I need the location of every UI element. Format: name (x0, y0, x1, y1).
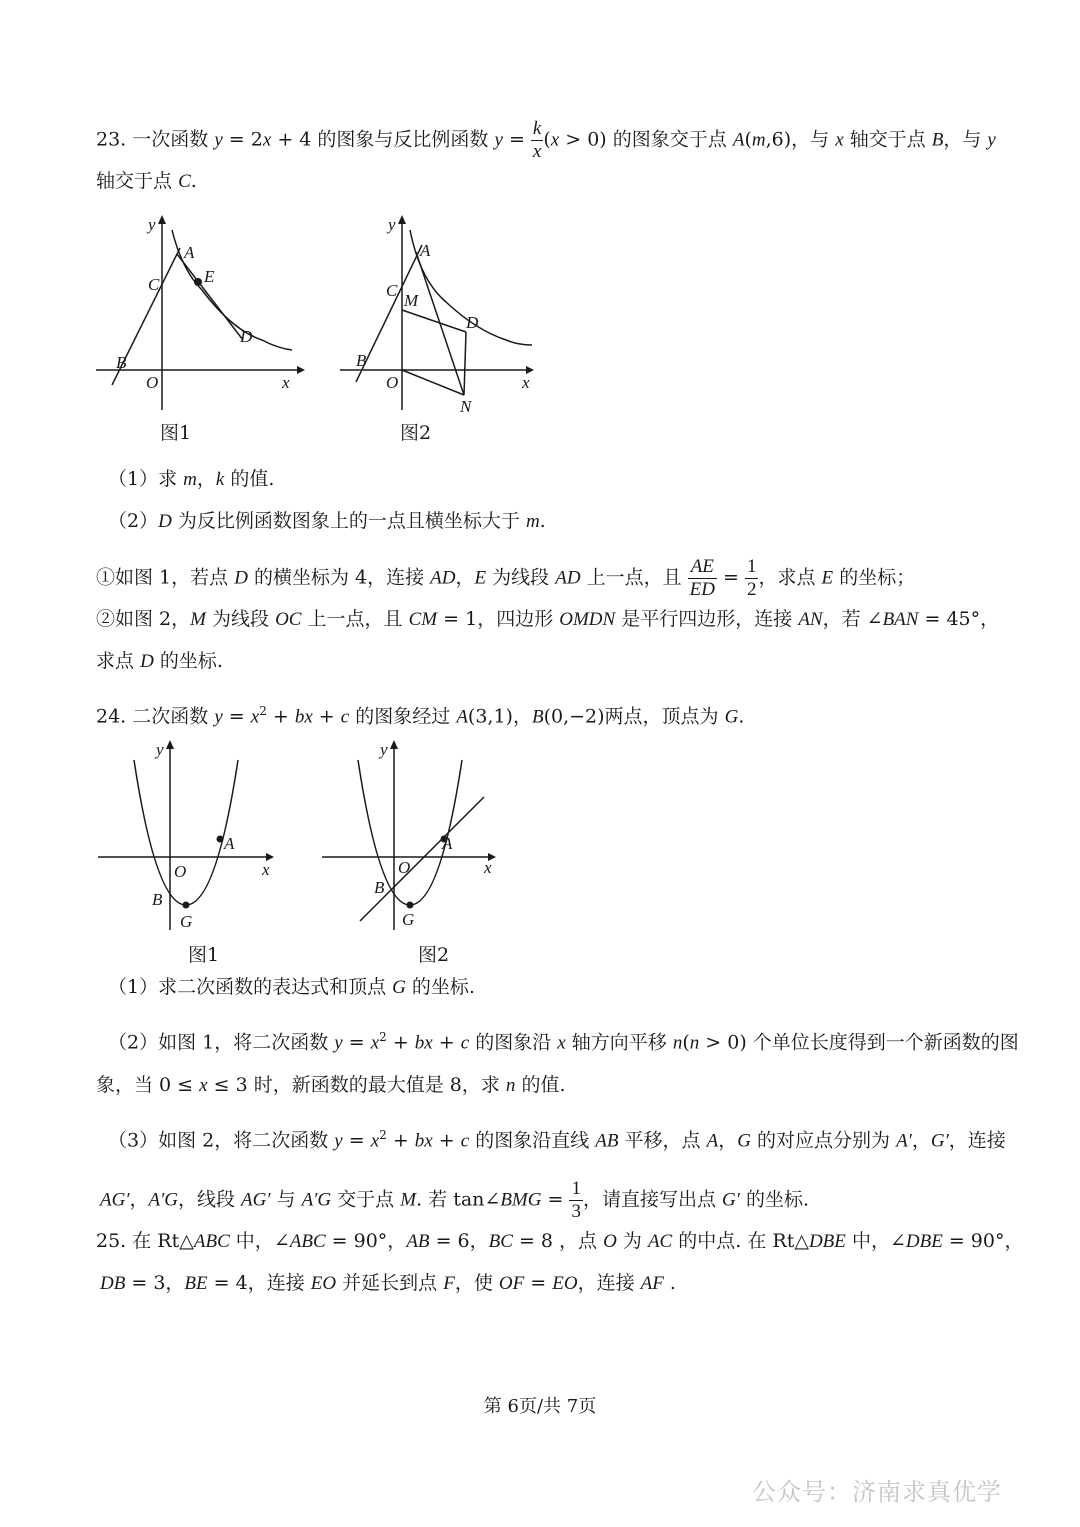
q25-line2: DB = 3，BE = 4，连接 EO 并延长到点 F，使 OF = EO，连接 AF . (100, 1272, 676, 1294)
svg-text:x: x (484, 858, 492, 877)
svg-text:C: C (386, 281, 398, 300)
q23-part1: （1）求 m，k 的值. (108, 468, 275, 490)
watermark: 公众号：济南求真优学 (752, 1478, 1002, 1506)
q24-part3: （3）如图 2，将二次函数 $y = x^2$ + bx + c 的图象沿直线 AB 平移，点 A，G 的对应点分别为 A′，G′，连接 (108, 1128, 1006, 1152)
q24-part3-cont: AG′，A′G，线段 AG′ 与 A′G 交于点 M. 若 tan∠BMG = $\frac{1}{3}$ ，请直接写出点 G′ 的坐标. (100, 1178, 810, 1222)
svg-text:y: y (388, 215, 396, 234)
page-footer: 第 6页/共 7页 (483, 1396, 597, 1417)
q24-part2: （2）如图 1，将二次函数 $y = x^2$ + bx + c 的图象沿 x 轴方向平移 n(n > 0) 个单位长度得到一个新函数的图 (108, 1030, 1019, 1054)
q25-line1: 25. 在 Rt△ABC 中，∠ABC = 90°，AB = 6，BC = 8 ，点 O 为 AC 的中点. 在 Rt△DBE 中，∠DBE = 90°， (96, 1230, 1024, 1252)
q24-figure-2 (318, 735, 508, 939)
svg-text:G: G (402, 910, 415, 929)
svg-text:E: E (204, 267, 215, 286)
svg-text:y: y (156, 740, 164, 759)
svg-text:O: O (174, 862, 187, 881)
svg-text:B: B (374, 878, 385, 897)
svg-text:B: B (116, 353, 127, 372)
q23-subpart-1: ①如图 1，若点 D 的横坐标为 4，连接 AD，E 为线段 AD 上一点，且 $\frac{AE}{ED}$ = $\frac{1}{2}$ ，求点 E 的坐标； (96, 556, 916, 600)
svg-text:B: B (356, 351, 367, 370)
svg-text:A: A (442, 834, 453, 853)
q23-fig2-caption: 图2 (400, 422, 432, 444)
svg-text:x: x (522, 373, 530, 392)
q23-figure-2 (336, 210, 546, 424)
svg-text:N: N (460, 397, 472, 416)
svg-text:D: D (466, 313, 479, 332)
svg-text:y: y (380, 740, 388, 759)
svg-text:y: y (148, 215, 156, 234)
q24-part1: （1）求二次函数的表达式和顶点 G 的坐标. (108, 976, 475, 998)
q23-fig1-caption: 图1 (160, 422, 192, 444)
q24-fig1-caption: 图1 (188, 944, 220, 966)
svg-text:x: x (282, 373, 290, 392)
q24-figure-1 (94, 735, 284, 939)
q24-line1: 24. 二次函数 $y = x^2$ + bx + c 的图象经过 A(3,1)，B(0,−2)两点，顶点为 G. (96, 704, 745, 728)
q23-line2: 轴交于点 C. (96, 170, 197, 192)
q23-subpart-2: ②如图 2，M 为线段 OC 上一点，且 CM = 1，四边形 OMDN 是平行四边形，连接 AN，若 ∠BAN = 45°， (96, 608, 1000, 630)
svg-text:B: B (152, 890, 163, 909)
svg-text:A: A (224, 834, 235, 853)
q23-figure-1 (92, 210, 307, 424)
svg-text:A: A (184, 243, 195, 262)
svg-text:A: A (420, 241, 431, 260)
svg-text:O: O (146, 373, 159, 392)
q24-fig2-caption: 图2 (418, 944, 450, 966)
svg-text:O: O (398, 858, 411, 877)
q24-part2-cont: 象，当 0 ≤ x ≤ 3 时，新函数的最大值是 8，求 n 的值. (96, 1074, 566, 1096)
svg-text:O: O (386, 373, 399, 392)
q23-part2: （2）D 为反比例函数图象上的一点且横坐标大于 m. (108, 510, 546, 532)
svg-text:C: C (148, 275, 160, 294)
svg-text:M: M (404, 291, 419, 310)
q23-line1: 23. 一次函数 y = 2x + 4 的图象与反比例函数 y = $\frac{k}{x}$ (x > 0) 的图象交于点 A(m,6)，与 x 轴交于点 B，与 y (96, 118, 996, 162)
svg-text:D: D (240, 327, 253, 346)
q23-subpart-2-cont: 求点 D 的坐标. (96, 650, 223, 672)
svg-text:x: x (262, 860, 270, 879)
svg-text:G: G (180, 912, 193, 931)
